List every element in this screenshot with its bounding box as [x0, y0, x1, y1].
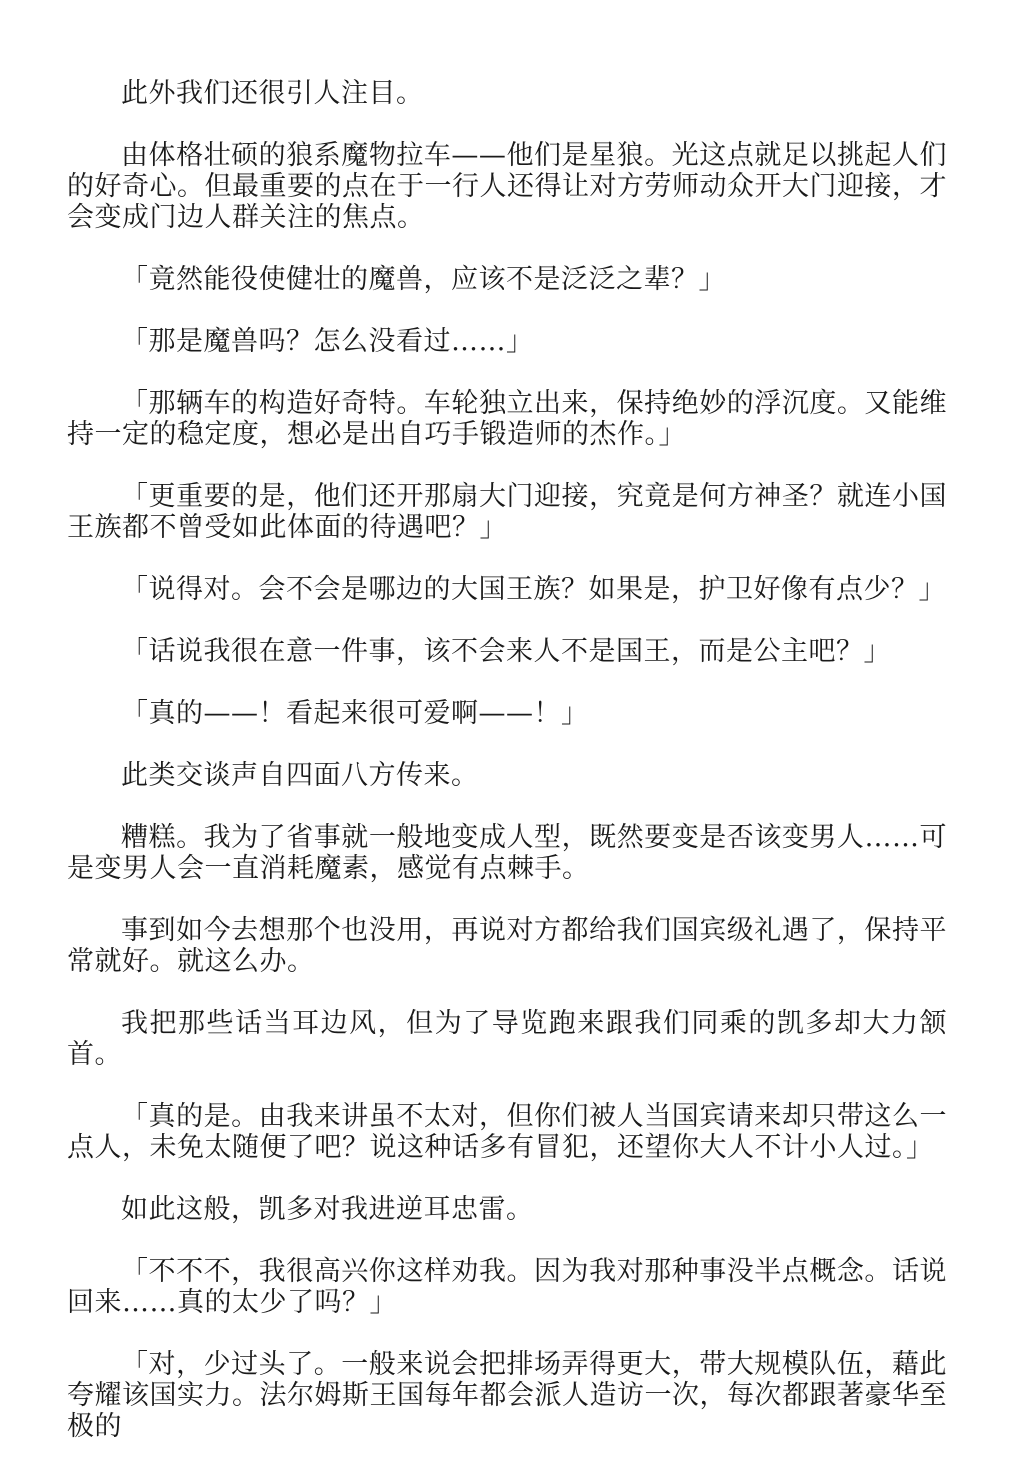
paragraph: 如此这般，凯多对我进逆耳忠雷。	[121, 1194, 534, 1225]
text-body	[67, 78, 947, 1473]
dialogue-paragraph: 「真的是。由我来讲虽不太对，但你们被人当国宾请来却只带这么一点人，未免太随便了吧？说这种话多有冒犯，还望你大人不计小人过。」	[67, 1101, 947, 1163]
dialogue-paragraph: 「那辆车的构造好奇特。车轮独立出来，保持绝妙的浮沉度。又能维持一定的稳定度，想必是出自巧手锻造师的杰作。」	[67, 388, 947, 450]
dialogue-paragraph: 「话说我很在意一件事，该不会来人不是国王，而是公主吧？」	[121, 636, 891, 667]
paragraph: 糟糕。我为了省事就一般地变成人型，既然要变是否该变男人……可是变男人会一直消耗魔素，感觉有点棘手。	[67, 822, 947, 884]
dialogue-paragraph: 「那是魔兽吗？怎么没看过……」	[121, 326, 534, 357]
dialogue-paragraph: 「对，少过头了。一般来说会把排场弄得更大，带大规模队伍，藉此夸耀该国实力。法尔姆斯王国每年都会派人造访一次，每次都跟著豪华至极的	[67, 1349, 947, 1442]
dialogue-paragraph: 「更重要的是，他们还开那扇大门迎接，究竟是何方神圣？就连小国王族都不曾受如此体面的待遇吧？」	[67, 481, 947, 543]
paragraph: 事到如今去想那个也没用，再说对方都给我们国宾级礼遇了，保持平常就好。就这么办。	[67, 915, 947, 977]
dialogue-paragraph: 「说得对。会不会是哪边的大国王族？如果是，护卫好像有点少？」	[121, 574, 946, 605]
dialogue-paragraph: 「竟然能役使健壮的魔兽，应该不是泛泛之辈？」	[121, 264, 726, 295]
dialogue-paragraph: 「不不不，我很高兴你这样劝我。因为我对那种事没半点概念。话说回来……真的太少了吗？」	[67, 1256, 947, 1318]
paragraph: 此类交谈声自四面八方传来。	[121, 760, 479, 791]
paragraph: 我把那些话当耳边风，但为了导览跑来跟我们同乘的凯多却大力颔首。	[67, 1008, 947, 1070]
paragraph: 此外我们还很引人注目。	[121, 78, 424, 109]
dialogue-paragraph: 「真的——！看起来很可爱啊——！」	[121, 698, 589, 729]
paragraph: 由体格壮硕的狼系魔物拉车——他们是星狼。光这点就足以挑起人们的好奇心。但最重要的点在于一行人还得让对方劳师动众开大门迎接，才会变成门边人群关注的焦点。	[67, 140, 947, 233]
